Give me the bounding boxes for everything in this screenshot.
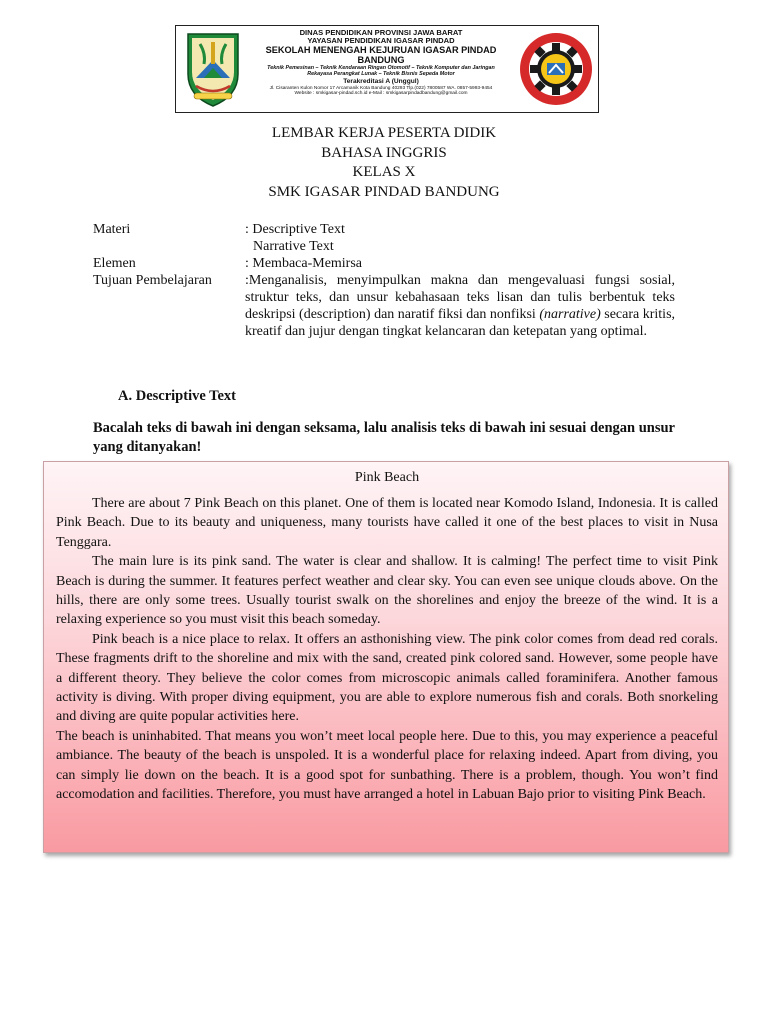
worksheet-title	[0, 124, 768, 202]
info-row-elemen	[93, 255, 675, 272]
reading-body	[56, 494, 718, 805]
info-row-materi	[93, 221, 675, 255]
materi-value-1: : Descriptive Text	[245, 222, 345, 237]
elemen-label: Elemen	[93, 256, 136, 271]
info-row-tujuan	[93, 272, 675, 340]
title-line-worksheet: LEMBAR KERJA PESERTA DIDIK	[271, 125, 497, 141]
materi-label: Materi	[93, 222, 131, 237]
west-java-emblem-icon	[182, 30, 244, 108]
letterhead-school-name: SEKOLAH MENENGAH KEJURUAN IGASAR PINDAD BANDUNG	[265, 44, 497, 65]
letterhead-accreditation: Terakreditasi A (Unggul)	[343, 77, 419, 85]
title-line-school: SMK IGASAR PINDAD BANDUNG	[268, 183, 500, 200]
reading-paragraph: Pink beach is a nice place to relax. It offers an asthonishing view. The pink color comes from dead red corals. These fragments drift to the shoreline and mix with the sand, created pink colored sand. However, some people have a different theory. They believe the color comes from microscopic animals called foraminifera. Another famous activity is diving. With proper diving equipment, you are able to explore numerous fish and corals. Both snorkeling and diving are quite popular activities here.	[56, 631, 718, 725]
reading-paragraph: There are about 7 Pink Beach on this planet. One of them is located near Komodo Island, Indonesia. It is called Pink Beach. Due to its beauty and uniqueness, many tourists have called it one of the best places to visit in Nusa Tenggara.	[56, 496, 718, 550]
tujuan-label: Tujuan Pembelajaran	[93, 273, 212, 288]
letterhead-website: Website : smkigasar-pindad.sch.id e-Mail : smkigasarpindadbandung@gmail.com	[294, 90, 468, 96]
letterhead-foundation: YAYASAN PENDIDIKAN IGASAR PINDAD	[307, 35, 455, 45]
letterhead-programs-2: Rekayasa Perangkat Lunak – Teknik Bisnis Sepeda Motor	[307, 70, 455, 77]
section-instruction: Bacalah teks di bawah ini dengan seksama, lalu analisis teks di bawah ini sesuai dengan unsur yang ditanyakan!	[93, 420, 675, 455]
reading-paragraph: The beach is uninhabited. That means you won’t meet local people here. Due to this, you may experience a peaceful ambiance. The beauty of the beach is unspoled. It is a wonderful place for relaxing indeed. Apart from diving, you can simply lie down on the beach. It is a good spot for sunbathing. There is a problem, though. You won’t find accomodation and facilities. Therefore, you must have arranged a hotel in Labuan Bajo prior to visiting Pink Beach.	[56, 728, 718, 803]
letterhead-text	[248, 29, 514, 96]
title-line-subject: BAHASA INGGRIS	[321, 144, 447, 161]
materi-value-2: Narrative Text	[253, 239, 334, 254]
worksheet-info	[93, 221, 675, 340]
letterhead	[175, 25, 599, 113]
reading-text-box	[43, 461, 729, 853]
letterhead-address: Jl. Cisaranten Kulon Nomor 17 Arcamanik Kota Bandung 40293 Tlp.(022) 7800587 WA. 0857-5993-9454	[269, 85, 493, 91]
tujuan-value	[245, 272, 675, 340]
elemen-value: : Membaca-Memirsa	[245, 256, 363, 271]
tujuan-text-italic: (narrative)	[539, 307, 601, 322]
school-gear-emblem-icon	[518, 29, 594, 109]
section-heading: A. Descriptive Text	[118, 388, 236, 404]
reading-title: Pink Beach	[354, 470, 420, 485]
tujuan-text-2: secara kritis, kreatif dan jujur dengan tingkat kelancaran dan ketepatan yang optimal.	[245, 307, 676, 339]
tujuan-text-1: :Menganalisis, menyimpulkan makna dan mengevaluasi fungsi sosial, struktur teks, dan unsur kebahasaan teks lisan dan tulis berbentuk teks deskripsi (description) dan naratif fiksi dan nonfiksi	[245, 273, 675, 322]
reading-paragraph: The main lure is its pink sand. The water is clear and shallow. It is calming! The perfect time to visit Pink Beach is during the summer. It features perfect weather and clear sky. You can even see unique clouds above. On the hills, there are only some trees. Usually tourist swalk on the shorelines and enjoy the breeze of the wind. It is a relaxing experience so you must visit this beach someday.	[56, 554, 718, 628]
letterhead-agency: DINAS PENDIDIKAN PROVINSI JAWA BARAT	[299, 28, 463, 37]
letterhead-programs-1: Teknik Pemesinan – Teknik Kendaraan Ringan Otomotif – Teknik Komputer dan Jaringan	[267, 65, 495, 72]
title-line-class: KELAS X	[352, 164, 416, 180]
